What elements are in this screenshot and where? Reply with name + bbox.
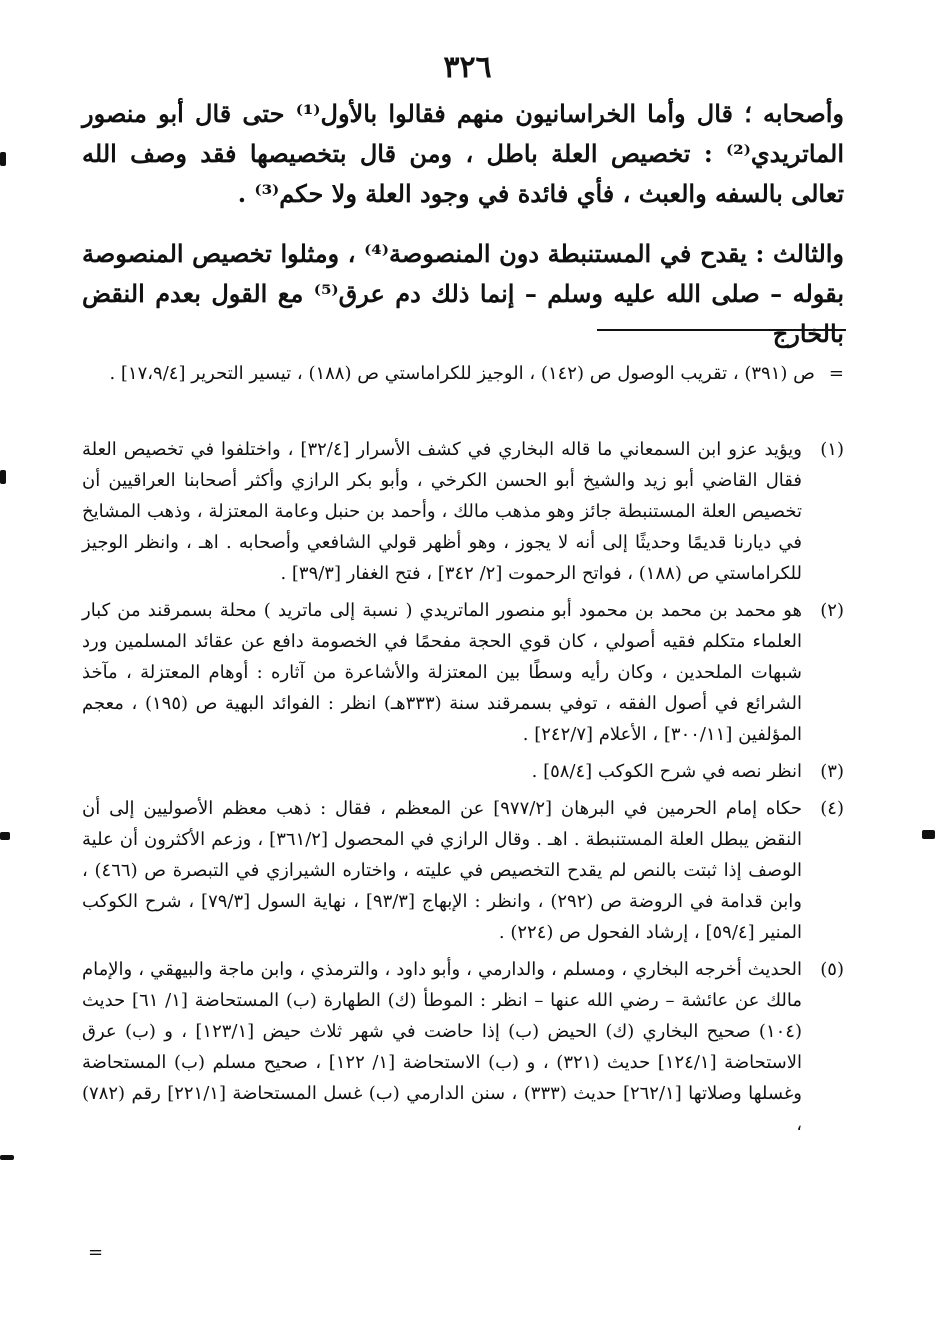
paragraph-lead: والثالث : bbox=[755, 239, 845, 268]
main-text bbox=[82, 94, 844, 354]
footnote-2 bbox=[82, 595, 844, 750]
footnote-1 bbox=[82, 434, 844, 589]
footnote-divider bbox=[597, 329, 846, 331]
footnote-number: (٢) bbox=[820, 600, 844, 621]
footnote-5 bbox=[82, 954, 844, 1140]
footnote-continuation bbox=[82, 359, 844, 389]
footnote-text: حكاه إمام الحرمين في البرهان [٩٧٧/٢] عن المعظم ، فقال : ذهب معظم الأصوليين إلى أن النقض يبطل العلة المستنبطة . اهـ . وقال الرازي في المحصول [٣٦١/٢] ، وزعم الأكثرون أن علية الوصف إذا ثبتت بالنص لم يقدح التخصيص في عليته ، واختاره الشيرازي في التبصرة ص (٤٦٦) ، وابن قدامة في الروضة ص (٢٩٢) ، وانظر : الإبهاج [٩٣/٣] ، نهاية السول [٧٩/٣] ، شرح الكوكب المنير [٥٩/٤] ، إرشاد الفحول ص (٢٢٤) . bbox=[82, 798, 803, 943]
footnote-text: انظر نصه في شرح الكوكب [٥٨/٤] . bbox=[531, 761, 802, 782]
continuation-mark: = bbox=[828, 363, 844, 384]
continuation-text: ص (٣٩١) ، تقريب الوصول ص (١٤٢) ، الوجيز للكراماستي ص (١٨٨) ، تيسير التحرير [١٧،٩/٤] . bbox=[109, 363, 815, 384]
paragraph-body: يقدح في المستنبطة دون المنصوصة⁽⁴⁾ ، ومثلوا تخصيص المنصوصة بقوله – صلى الله عليه وسلم – إنما ذلك دم عرق⁽⁵⁾ مع القول بعدم النقض بالخارج bbox=[82, 239, 844, 348]
scan-edge-mark bbox=[0, 470, 6, 484]
scan-edge-mark bbox=[922, 830, 935, 839]
footnote-4 bbox=[82, 793, 844, 948]
footnote-text: هو محمد بن محمد بن محمود أبو منصور الماتريدي ( نسبة إلى ماتريد ) محلة بسمرقند من كبار العلماء متكلم فقيه أصولي ، كان قوي الحجة مفحمًا في الخصومة دافع عن عقائد المسلمين ورد شبهات الملحدين ، وكان رأيه وسطًا بين المعتزلة والأشاعرة من آثاره : أوهام المعتزلة ، مآخذ الشرائع في أصول الفقه ، توفي بسمرقند سنة (٣٣٣هـ) انظر : الفوائد البهية ص (١٩٥) ، معجم المؤلفين [٣٠٠/١١] ، الأعلام [٢٤٢/٧] . bbox=[82, 600, 802, 745]
scan-edge-mark bbox=[0, 832, 10, 840]
main-paragraph-1: وأصحابه ؛ قال وأما الخراسانيون منهم فقالوا بالأول⁽¹⁾ حتى قال أبو منصور الماتريدي⁽²⁾ : تخصيص العلة باطل ، ومن قال بتخصيصها فقد وصف الله تعالى بالسفه والعبث ، فأي فائدة في وجود العلة ولا حكم⁽³⁾ . bbox=[82, 99, 844, 208]
footnote-number: (٤) bbox=[820, 798, 844, 819]
page-number: ٣٢٦ bbox=[443, 50, 492, 85]
continuation-end-mark: = bbox=[88, 1242, 104, 1263]
footnote-text: ويؤيد عزو ابن السمعاني ما قاله البخاري في كشف الأسرار [٣٢/٤] ، واختلفوا في تخصيص العلة فقال القاضي أبو زيد والشيخ أبو الحسن الكرخي ، وأبو بكر الرازي وأكثر أصحابنا العراقيين أن تخصيص العلة المستنبطة جائز وهو مذهب مالك ، وأحمد بن حنبل وعامة المعتزلة ، وذهب المشايخ في ديارنا قديمًا وحديثًا إلى أنه لا يجوز ، وهو أظهر قولي الشافعي وأصحابه . اهـ ، وانظر الوجيز للكراماستي ص (١٨٨) ، فواتح الرحموت [٢/ ٣٤٢] ، فتح الغفار [٣٩/٣] . bbox=[82, 439, 802, 584]
scan-edge-mark bbox=[0, 152, 6, 166]
footnote-3 bbox=[82, 756, 844, 787]
footnote-number: (١) bbox=[820, 439, 844, 460]
footnote-text: الحديث أخرجه البخاري ، ومسلم ، والدارمي ، وأبو داود ، والترمذي ، وابن ماجة والبيهقي ، والإمام مالك عن عائشة – رضي الله عنها – انظر : الموطأ (ك) الطهارة (ب) المستحاضة [١/ ٦١] حديث (١٠٤) صحيح البخاري (ك) الحيض (ب) إذا حاضت في شهر ثلاث حيض [١٢٣/١] ، و (ب) عرق الاستحاضة [١٢٤/١] حديث (٣٢١) ، و (ب) الاستحاضة [١/ ١٢٢] ، صحيح مسلم (ب) المستحاضة وغسلها وصلاتها [٢٦٢/١] حديث (٣٣٣) ، سنن الدارمي (ب) غسل المستحاضة [٢٢١/١] رقم (٧٨٢) ، bbox=[82, 959, 803, 1135]
footnote-number: (٥) bbox=[820, 959, 844, 980]
footnote-number: (٣) bbox=[820, 761, 844, 782]
footnotes bbox=[82, 434, 844, 1146]
main-paragraph-2 bbox=[82, 234, 844, 354]
scan-edge-mark bbox=[0, 1155, 14, 1160]
